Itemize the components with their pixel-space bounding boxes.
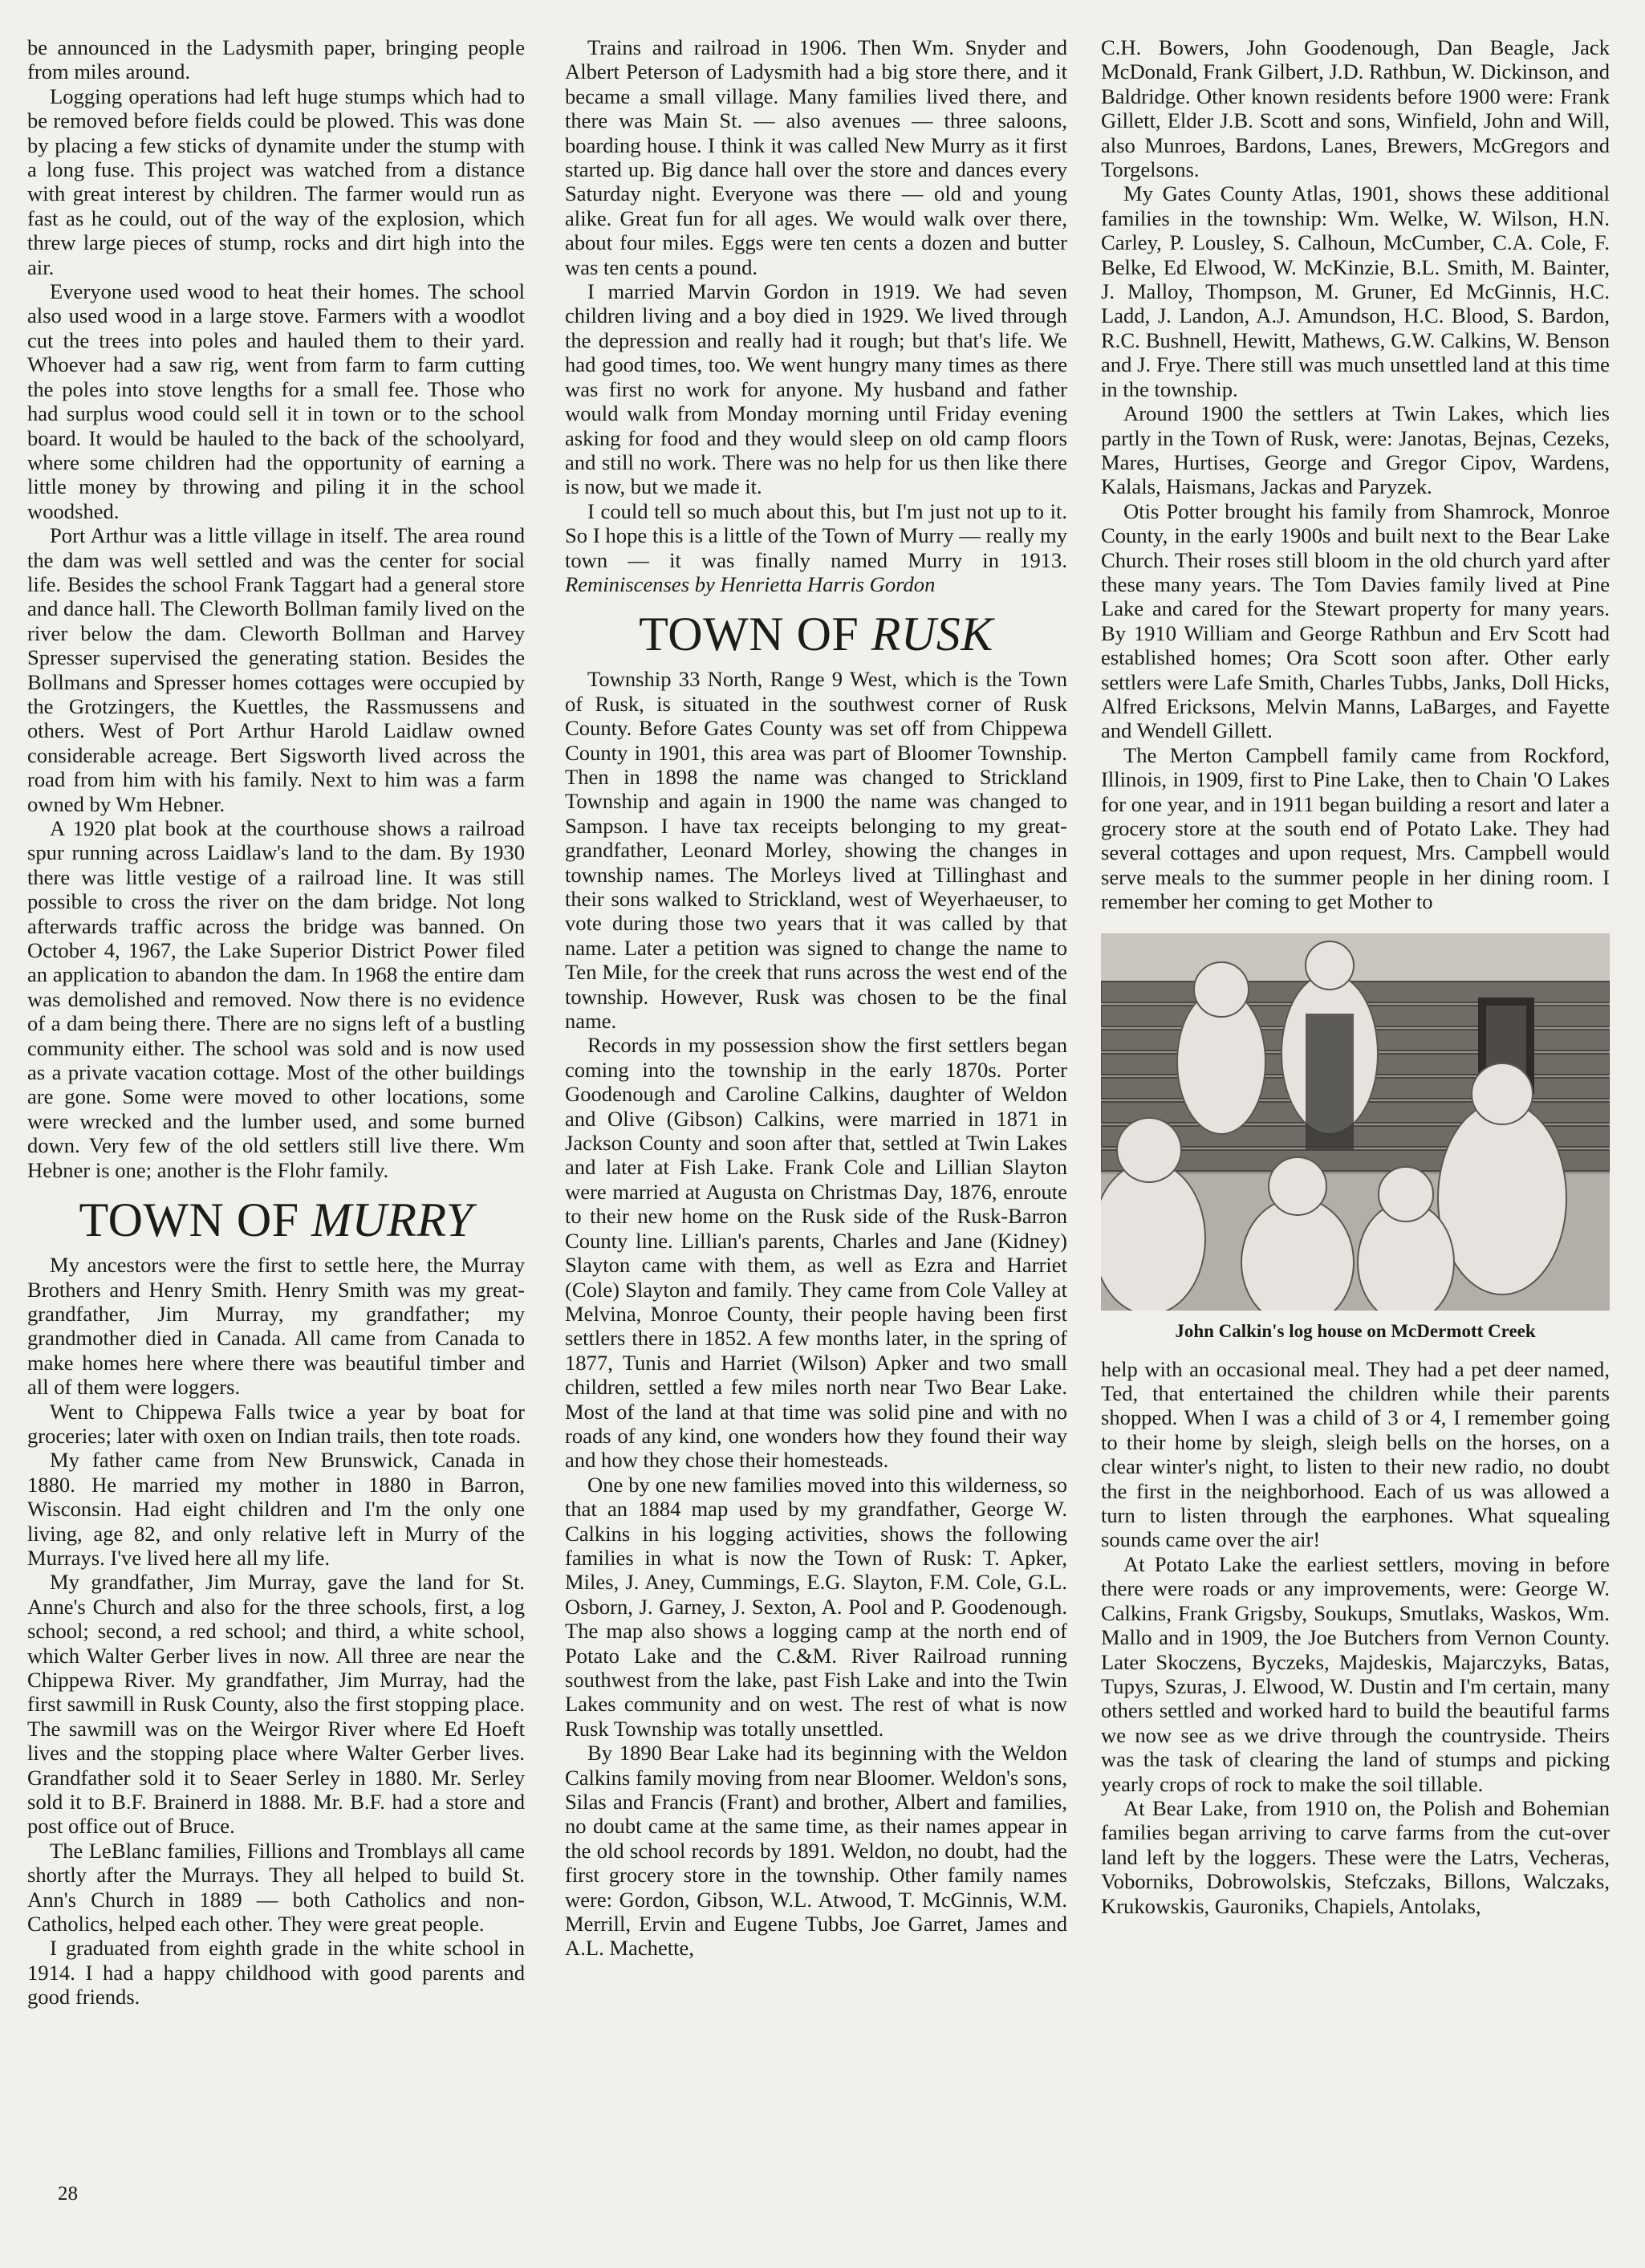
paragraph: At Potato Lake the earliest settlers, moving in before there were roads or any improvements, were: George W. Calkins, Frank Grigsby, Soukups, Smutlaks, Waskos, Wm. Mallo and in 1909, the Joe Butchers from Vernon County. Later Skoczens, Byczeks, Majdeskis, Majarczyks, Batas, Tupys, Szuras, J. Elwood, W. Dustin and I'm certain, many others settled and worked hard to build the beautiful farms we now see as we drive through the countryside. Theirs was the task of clearing the land of stumps and picking yearly crops of rock to make the soil tillable. [1101, 1551, 1610, 1796]
paragraph: One by one new families moved into this wilderness, so that an 1884 map used by my grandfather, George W. Calkins in his logging activities, shows the following families in what is now the Town of Rusk: T. Apker, Miles, J. Aney, Cummings, E.G. Slayton, F.M. Cole, G.L. Osborn, J. Garney, J. Sexton, A. Pool and P. Goodenough. The map also shows a logging camp at the north end of Potato Lake and the C.&M. River Railroad running southwest from the lake, past Fish Lake and into the Twin Lakes community and on west. The rest of what is now Rusk Township was totally unsettled. [565, 1472, 1067, 1741]
paragraph: Township 33 North, Range 9 West, which is the Town of Rusk, is situated in the southwest corner of Rusk County. Before Gates County was set off from Chippewa County in 1901, this area was part of Bloomer Township. Then in 1898 the name was changed to Strickland Township and again in 1900 the name was changed to Sampson. I have tax receipts belonging to my great-grandfather, Leonard Morley, showing the changes in township names. The Morleys lived at Tillinghast and their sons walked to Strickland, west of Weyerhaeuser, to vote during those two years that it was called by that name. Later a petition was signed to change the name to Ten Mile, for the creek that runs across the west end of the township. However, Rusk was chosen to be the final name. [565, 667, 1067, 1034]
closing-text: I could tell so much about this, but I'm just not up to it. So I hope this is a little of the Town of Murry — really my town — it was finally named Murry in 1913. [565, 498, 1067, 572]
paragraph: Trains and railroad in 1906. Then Wm. Snyder and Albert Peterson of Ladysmith had a big store there, and it became a small village. Many families lived there, and there was Main St. — also avenues — three saloons, boarding house. I think it was called New Murry as it first started up. Big dance hall over the store and dances every Saturday night. Everyone was there — old and young alike. Great fun for all ages. We would walk over there, about four miles. Eggs were ten cents a dozen and butter was ten cents a pound. [565, 35, 1067, 279]
column-1-paragraphs-b [27, 1253, 525, 2010]
paragraph: Port Arthur was a little village in itself. The area round the dam was well settled and was the center for social life. Besides the school Frank Taggart had a general store and dance hall. The Cleworth Bollman family lived on the river below the dam. Cleworth Bollman and Harvey Spresser supervised the generating station. Besides the Bollmans and Spresser homes cottages were occupied by the Grotzingers, the Kuettles, the Rassmussens and others. West of Port Arthur Harold Laidlaw owned considerable acreage. Bert Sigsworth lived across the road from him with his family. Next to him was a farm owned by Wm Hebner. [27, 523, 525, 816]
photo-figure [1101, 933, 1610, 1343]
heading-name: RUSK [871, 608, 993, 661]
column-2-paragraphs-b [565, 667, 1067, 1961]
paragraph: Records in my possession show the first settlers began coming into the township in the early 1870s. Porter Goodenough and Caroline Calkins, daughter of Weldon and Olive (Gibson) Calkins, were married in 1871 in Jackson County and soon after that, settled at Twin Lakes and later at Fish Lake. Frank Cole and Lillian Slayton were married at Augusta on Christmas Day, 1876, enroute to their new home on the Rusk side of the Rusk-Barron County line. Lillian's parents, Charles and Jane (Kidney) Slayton came with them, as well as Ezra and Harriet (Cole) Slayton and family. They came from Cole Valley at Melvina, Monroe County, their people having been first settlers there in 1852. A few months later, in the spring of 1877, Tunis and Harriet (Wilson) Apker and two small children, settled a few miles north near Two Bear Lake. Most of the land at that time was solid pine and with no roads of any kind, one wonders how they found their way and how they chose their homesteads. [565, 1033, 1067, 1473]
heading-town-of-murry [27, 1190, 525, 1250]
heading-town-of-rusk [565, 604, 1067, 664]
column-3-paragraphs-a [1101, 35, 1610, 914]
heading-prefix: TOWN OF [79, 1193, 312, 1247]
paragraph: The LeBlanc families, Fillions and Tromblays all came shortly after the Murrays. They all helped to build St. Ann's Church in 1889 — both Catholics and non-Catholics, helped each other. They were great people. [27, 1838, 525, 1937]
paragraph: By 1890 Bear Lake had its beginning with the Weldon Calkins family moving from near Bloomer. Weldon's sons, Silas and Francis (Frant) and brother, Albert and families, no doubt came at the same time, as their names appear in the old school records by 1891. Weldon, no doubt, had the first grocery store in the township. Other family names were: Gordon, Gibson, W.L. Atwood, T. McGinnis, W.M. Merrill, Ervin and Eugene Tubbs, Joe Garret, James and A.L. Machette, [565, 1741, 1067, 1961]
column-1-paragraphs-a [27, 35, 525, 1182]
column-3-paragraphs-b [1101, 1357, 1610, 1918]
paragraph: help with an occasional meal. They had a pet deer named, Ted, that entertained the children while their parents shopped. When I was a child of 3 or 4, I remember going to their home by sleigh, sleigh bells on the horses, on a clear winter's night, to listen to their new radio, no doubt the first in the neighborhood. Each of us was allowed a turn to listen through the earphones. What squealing sounds came over the air! [1101, 1356, 1610, 1552]
photo-caption: John Calkin's log house on McDermott Creek [1175, 1320, 1536, 1341]
paragraph: Everyone used wood to heat their homes. The school also used wood in a large stove. Farmers with a woodlot cut the trees into poles and hauled them to their yard. Whoever had a saw rig, went from farm to farm cutting the poles into stove lengths for a small fee. Those who had surplus wood could sell it in town or to the school board. It would be hauled to the back of the schoolyard, where some children had the opportunity of earning a little money by throwing and piling it in the school woodshed. [27, 279, 525, 523]
column-1 [27, 35, 525, 2202]
paragraph: Otis Potter brought his family from Shamrock, Monroe County, in the early 1900s and built next to the Bear Lake Church. Their roses still bloom in the old church yard after these many years. The Tom Davies family lived at Pine Lake and cared for the Stewart property for many years. By 1910 William and George Rathbun and Erv Scott had established homes; Ora Scott soon after. Other early settlers were Lafe Smith, Charles Tubbs, Janks, Doll Hicks, Alfred Ericksons, Melvin Manns, LaBarges, and Fayette and Wendell Gillett. [1101, 498, 1610, 743]
column-2 [565, 35, 1067, 2202]
heading-name: MURRY [311, 1193, 473, 1247]
paragraph: A 1920 plat book at the courthouse shows a railroad spur running across Laidlaw's land to the dam. By 1930 there was little vestige of a railroad line. It was still possible to cross the river on the dam bridge. Not long afterwards traffic across the bridge was banned. On October 4, 1967, the Lake Superior District Power filed an application to abandon the dam. In 1968 the entire dam was demolished and removed. Now there is no evidence of a dam being there. There are no signs left of a bustling community either. The school was sold and is now used as a private vacation cottage. Most of the other buildings are gone. Some were moved to other locations, some were wrecked and the lumber used, and some burned down. Very few of the old settlers still live there. Wm Hebner is one; another is the Flohr family. [27, 816, 525, 1182]
paragraph: The Merton Campbell family came from Rockford, Illinois, in 1909, first to Pine Lake, then to Chain 'O Lakes for one year, and in 1911 began building a resort and later a grocery store at the south end of Potato Lake. They had several cottages and upon request, Mrs. Campbell would serve meals to the summer people in her dining room. I remember her coming to get Mother to [1101, 742, 1610, 914]
column-2-paragraphs-a [565, 35, 1067, 499]
heading-prefix: TOWN OF [639, 608, 871, 661]
paragraph: I married Marvin Gordon in 1919. We had seven children living and a boy died in 1929. We lived through the depression and really had it rough; but that's life. We had good times, too. We went hungry many times as there was first no work for anyone. My husband and father would walk from Monday morning until Friday evening asking for food and they would sleep on old camp floors and still no work. There was no help for us then like there is now, but we made it. [565, 279, 1067, 499]
paragraph: I graduated from eighth grade in the white school in 1914. I had a happy childhood with good parents and good friends. [27, 1936, 525, 2010]
paragraph: Went to Chippewa Falls twice a year by boat for groceries; later with oxen on Indian trails, then tote roads. [27, 1399, 525, 1448]
paragraph: My father came from New Brunswick, Canada in 1880. He married my mother in 1880 in Barron, Wisconsin. Had eight children and I'm the only one living, age 82, and only relative left in Murry of the Murrays. I've lived here all my life. [27, 1448, 525, 1570]
closing-paragraph [565, 499, 1067, 597]
page-number: 28 [58, 2183, 78, 2205]
log-house-photo-drawing [1101, 933, 1610, 1311]
paragraph: At Bear Lake, from 1910 on, the Polish and Bohemian families began arriving to carve farms from the cut-over land left by the loggers. These were the Latrs, Vecheras, Voborniks, Dobrowolskis, Stefczaks, Billons, Walczaks, Krukowskis, Gauroniks, Chapiels, Antolaks, [1101, 1795, 1610, 1918]
paragraph: My ancestors were the first to settle here, the Murray Brothers and Henry Smith. Henry Smith was my great-grandfather, Jim Murray, my grandfather; my grandmother died in Canada. All came from Canada to make homes here where there was beautiful timber and all of them were loggers. [27, 1253, 525, 1400]
paragraph: Around 1900 the settlers at Twin Lakes, which lies partly in the Town of Rusk, were: Janotas, Bejnas, Cezeks, Mares, Hurtises, George and Gregor Cipov, Wardens, Kalals, Haismans, Jackas and Paryzek. [1101, 401, 1610, 499]
paragraph: My grandfather, Jim Murray, gave the land for St. Anne's Church and also for the three schools, first, a log school; second, a red school; and third, a white school, which Walter Gerber lives in now. All three are near the Chippewa River. My grandfather, Jim Murray, had the first sawmill in Rusk County, also the first stopping place. The sawmill was on the Weirgor River where Ed Hoeft lives and the stopping place where Walter Gerber lives. Grandfather sold it to Seaer Serley in 1880. Mr. Serley sold it to B.F. Brainerd in 1888. Mr. B.F. had a store and post office out of Bruce. [27, 1570, 525, 1839]
paragraph: Logging operations had left huge stumps which had to be removed before fields could be plowed. This was done by placing a few sticks of dynamite under the stump with a long fuse. This project was watched from a distance with great interest by children. The farmer would run as fast as he could, out of the way of the explosion, which threw large pieces of stump, rocks and dirt high into the air. [27, 83, 525, 279]
closing-credit: Reminiscenses by Henrietta Harris Gordon [565, 571, 936, 596]
paragraph: C.H. Bowers, John Goodenough, Dan Beagle, Jack McDonald, Frank Gilbert, J.D. Rathbun, W. Dickinson, and Baldridge. Other known residents before 1900 were: Frank Gillett, Elder J.B. Scott and sons, Winfield, John and Will, also Munroes, Bardons, Lanes, Brewers, McGregors and Torgelsons. [1101, 35, 1610, 182]
column-3 [1101, 35, 1610, 2202]
paragraph: be announced in the Ladysmith paper, bringing people from miles around. [27, 35, 525, 84]
paragraph: My Gates County Atlas, 1901, shows these additional families in the township: Wm. Welke, W. Wilson, H.N. Carley, P. Lousley, S. Calhoun, McCumber, C.A. Cole, F. Belke, Ed Elwood, W. McKinzie, B.L. Smith, M. Bainter, J. Malloy, Thompson, M. Gruner, Ed McGinnis, H.C. Ladd, J. Landon, A.J. Amundson, H.C. Blood, S. Bardon, R.C. Bushnell, Hewitt, Mathews, G.W. Calkins, W. Benson and J. Frye. There still was much unsettled land at this time in the township. [1101, 181, 1610, 401]
log-house-photo [1101, 933, 1610, 1311]
